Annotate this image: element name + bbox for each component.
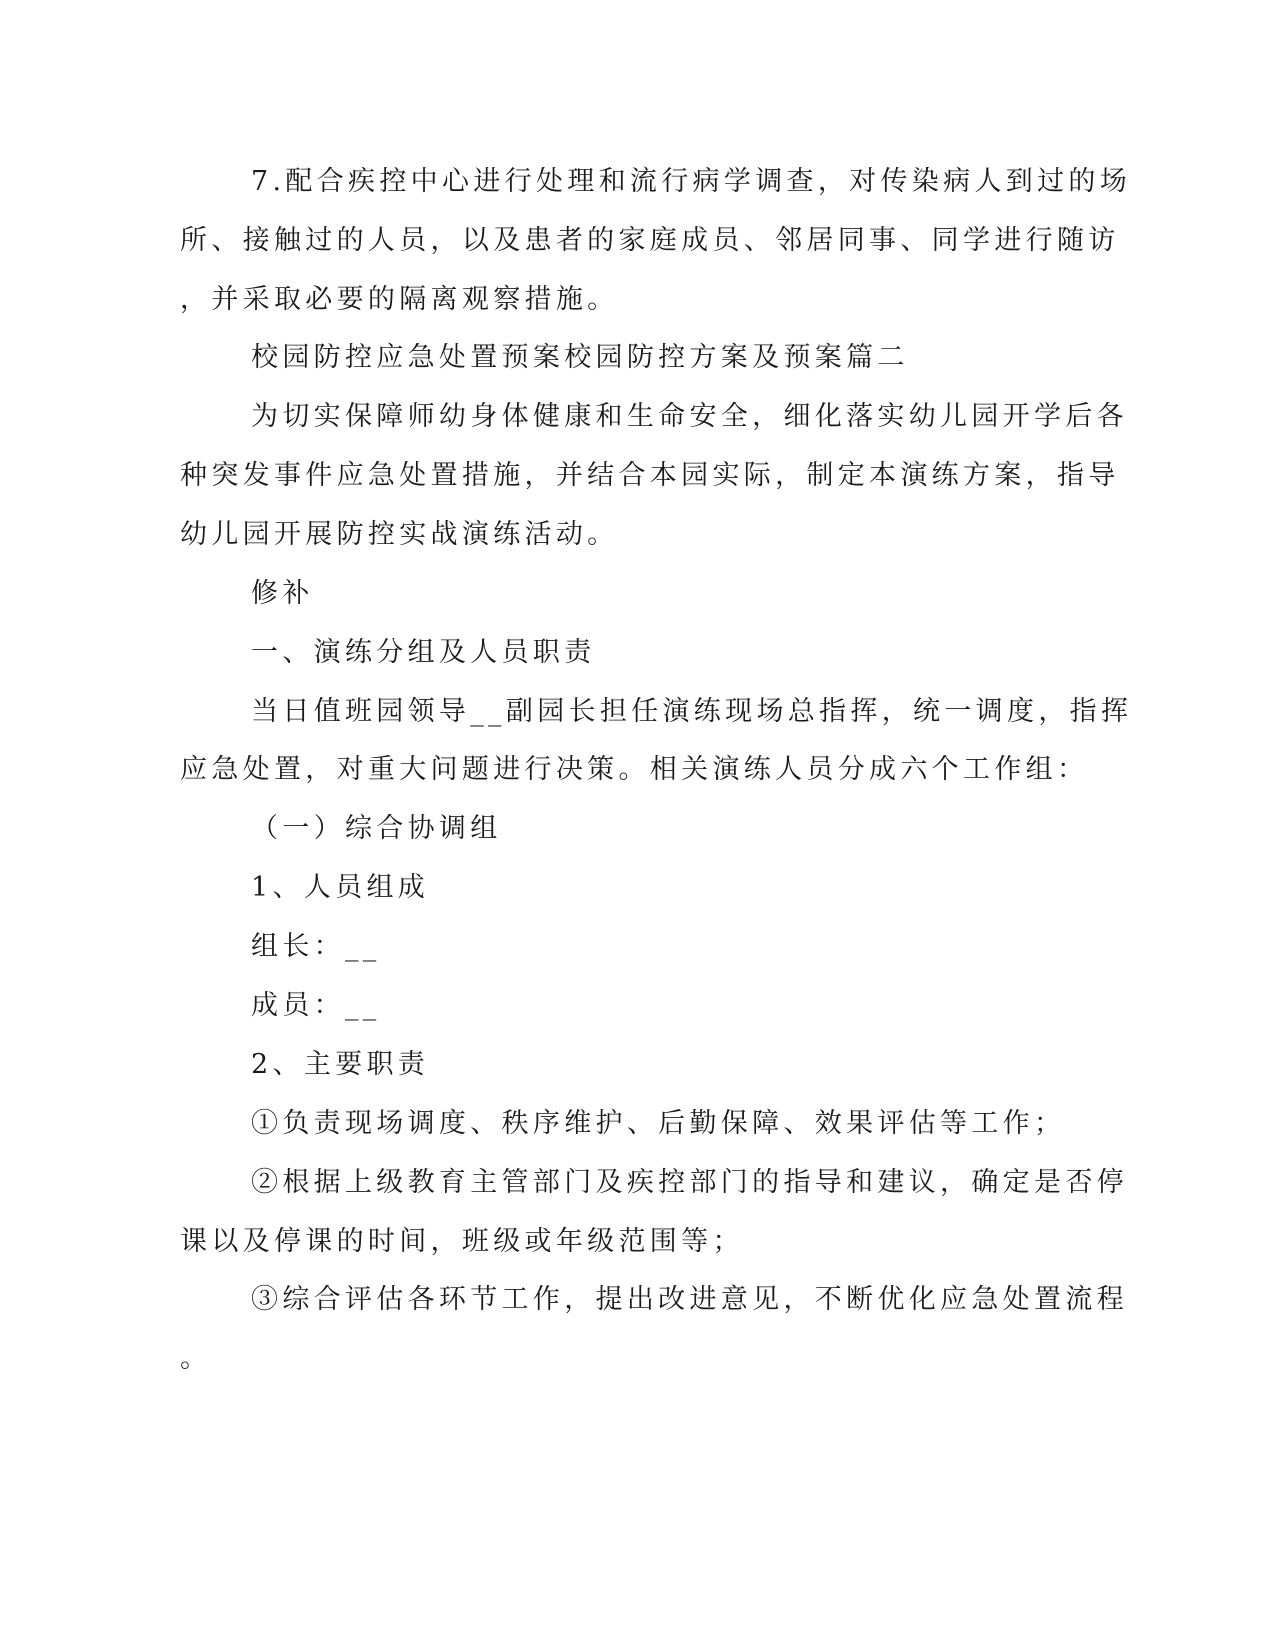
subheading-group: （一）综合协调组 [251, 813, 502, 844]
duty-3-line-2: 。 [180, 1343, 212, 1374]
intro-line-2: 种突发事件应急处置措施，并结合本园实际，制定本演练方案，指导 [180, 460, 1120, 491]
item-duties: 2、主要职责 [251, 1049, 430, 1080]
command-line-2: 应急处置，对重大问题进行决策。相关演练人员分成六个工作组： [180, 754, 1089, 785]
duty-2-line-1: ②根据上级教育主管部门及疾控部门的指导和建议，确定是否停 [251, 1167, 1128, 1198]
heading-1: 一、演练分组及人员职责 [251, 637, 596, 668]
intro-line-1: 为切实保障师幼身体健康和生命安全，细化落实幼儿园开学后各 [251, 401, 1128, 432]
command-line-1: 当日值班园领导__副园长担任演练现场总指挥，统一调度，指挥 [251, 696, 1133, 727]
duty-2-line-2: 课以及停课的时间，班级或年级范围等； [180, 1226, 744, 1257]
duty-3-line-1: ③综合评估各环节工作，提出改进意见，不断优化应急处置流程 [251, 1284, 1128, 1315]
section-title: 校园防控应急处置预案校园防控方案及预案篇二 [251, 342, 909, 373]
paragraph-7-line-3: ，并采取必要的隔离观察措施。 [180, 284, 619, 315]
duty-1: ①负责现场调度、秩序维护、后勤保障、效果评估等工作； [251, 1108, 1066, 1139]
note-text: 修补 [251, 578, 314, 609]
paragraph-7-line-1: 7.配合疾控中心进行处理和流行病学调查，对传染病人到过的场 [251, 166, 1132, 197]
item-composition: 1、人员组成 [251, 872, 430, 903]
item-leader: 组长：__ [251, 931, 381, 962]
paragraph-7-line-2: 所、接触过的人员，以及患者的家庭成员、邻居同事、同学进行随访 [180, 225, 1120, 256]
item-members: 成员：__ [251, 990, 381, 1021]
intro-line-3: 幼儿园开展防控实战演练活动。 [180, 519, 619, 550]
